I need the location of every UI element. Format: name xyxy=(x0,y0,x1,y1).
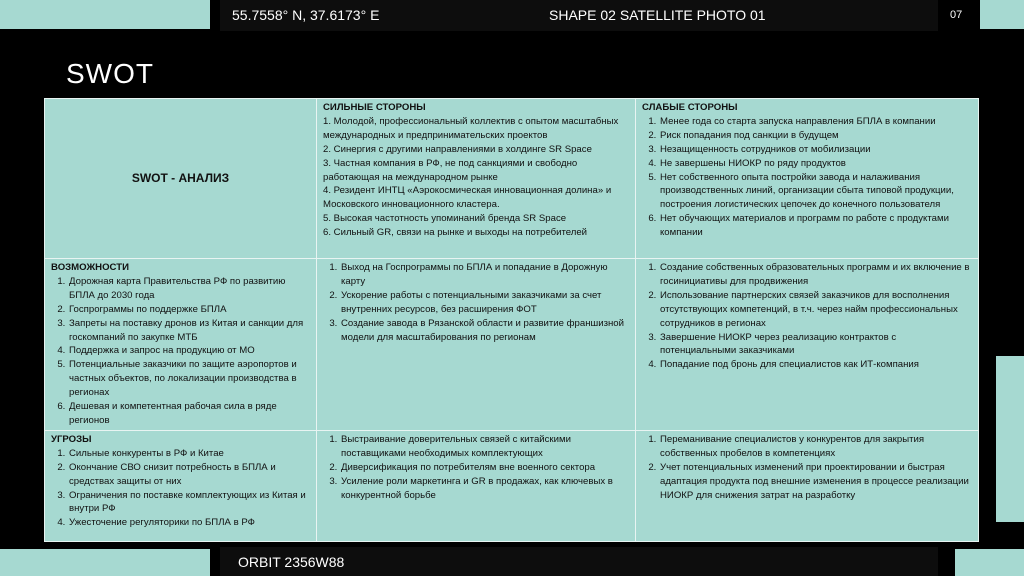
swot-corner-cell xyxy=(45,99,317,259)
list-item: 2. Использование партнерских связей заказчиков для восполнения отсутствующих компетенций, в т.ч. через найм профессиональных сотрудников в регионах xyxy=(659,289,972,331)
shape-label: SHAPE 02 SATELLITE PHOTO 01 xyxy=(549,7,766,23)
opportunities-list xyxy=(51,275,310,428)
slide-title: SWOT xyxy=(66,58,154,89)
list-item: 2. Учет потенциальных изменений при проектировании и быстрая адаптация продукта под внешние изменения в процессе реализации НИОКР для снижения затрат на разработку xyxy=(659,461,972,503)
list-item: 6. Нет обучающих материалов и программ по работе с продуктами компании xyxy=(659,212,972,240)
threats-cell xyxy=(45,430,317,541)
opportunities-heading: ВОЗМОЖНОСТИ xyxy=(51,262,129,273)
strengths-heading: СИЛЬНЫЕ СТОРОНЫ xyxy=(323,102,426,113)
list-item: 4. Попадание под бронь для специалистов как ИТ-компания xyxy=(659,358,972,372)
list-item: 1. Создание собственных образовательных программ и их включение в госинициативы для продвижения xyxy=(659,261,972,289)
weaknesses-list xyxy=(642,115,972,240)
list-item: 1. Выход на Госпрограммы по БПЛА и попадание в Дорожную карту xyxy=(340,261,629,289)
list-item: 5. Потенциальные заказчики по защите аэропортов и частных объектов, по локализации производства в регионах xyxy=(68,358,310,400)
deco-block-top-right xyxy=(980,0,1024,29)
wo-strategies-list xyxy=(642,261,972,372)
list-item: 3. Запреты на поставку дронов из Китая и санкции для госкомпаний по закупке МТБ xyxy=(68,317,310,345)
so-strategies-cell xyxy=(317,259,636,431)
list-item: 2. Диверсификация по потребителям вне военного сектора xyxy=(340,461,629,475)
list-item: 4. Ужесточение регуляторики по БПЛА в РФ xyxy=(68,516,310,530)
list-item: 2. Ускорение работы с потенциальными заказчиками за счет внутренних ресурсов, без расширения ФОТ xyxy=(340,289,629,317)
list-item: 2. Риск попадания под санкции в будущем xyxy=(659,129,972,143)
list-item: 1. Сильные конкуренты в РФ и Китае xyxy=(68,447,310,461)
swot-table xyxy=(44,98,979,542)
deco-block-bottom-right xyxy=(955,549,1024,576)
list-item: 3. Усиление роли маркетинга и GR в продажах, как ключевых в конкурентной борьбе xyxy=(340,475,629,503)
table-row xyxy=(45,99,979,259)
so-strategies-list xyxy=(323,261,629,344)
opportunities-cell xyxy=(45,259,317,431)
strengths-item: 1. Молодой, профессиональный коллектив с опытом масштабных международных и предпринимательских проектов xyxy=(323,115,619,141)
list-item: 2. Госпрограммы по поддержке БПЛА xyxy=(68,303,310,317)
table-row xyxy=(45,259,979,431)
bottom-bar xyxy=(220,547,938,576)
deco-block-top-left xyxy=(0,0,210,29)
strengths-item: 5. Высокая частотность упоминаний бренда SR Space xyxy=(323,213,567,225)
list-item: 2. Окончание СВО снизит потребность в БПЛА и средствах защиты от них xyxy=(68,461,310,489)
threats-heading: УГРОЗЫ xyxy=(51,433,92,445)
deco-block-bottom-left xyxy=(0,549,210,576)
strengths-item: 4. Резидент ИНТЦ «Аэрокосмическая инновационная долина» и Московского инновационного кластера. xyxy=(323,185,612,211)
list-item: 4. Не завершены НИОКР по ряду продуктов xyxy=(659,157,972,171)
list-item: 1. Выстраивание доверительных связей с китайскими поставщиками необходимых комплектующих xyxy=(340,433,629,461)
top-bar xyxy=(220,0,938,31)
strengths-cell xyxy=(317,99,636,259)
strengths-item: 3. Частная компания в РФ, не под санкциями и свободно работающая на международном рынке xyxy=(323,157,578,183)
st-strategies-list xyxy=(323,433,629,503)
page-number: 07 xyxy=(950,9,963,21)
weaknesses-cell xyxy=(636,99,979,259)
list-item: 5. Нет собственного опыта постройки завода и налаживания производственных линий, организации сбыта типовой продукции, построения логистических цепочек до конечного пользователя xyxy=(659,171,972,213)
orbit-label: ORBIT 2356W88 xyxy=(238,554,345,570)
list-item: 3. Завершение НИОКР через реализацию контрактов с потенциальными заказчиками xyxy=(659,331,972,359)
coordinates-label: 55.7558° N, 37.6173° E xyxy=(232,7,380,23)
list-item: 1. Дорожная карта Правительства РФ по развитию БПЛА до 2030 года xyxy=(68,275,310,303)
swot-corner-label: SWOT - АНАЛИЗ xyxy=(131,170,230,185)
strengths-item: 6. Сильный GR, связи на рынке и выходы на потребителей xyxy=(323,227,588,239)
st-strategies-cell xyxy=(317,430,636,541)
list-item: 1. Менее года со старта запуска направления БПЛА в компании xyxy=(659,115,972,129)
wo-strategies-cell xyxy=(636,259,979,431)
table-row xyxy=(45,430,979,541)
list-item: 3. Ограничения по поставке комплектующих из Китая и внутри РФ xyxy=(68,489,310,517)
list-item: 3. Создание завода в Рязанской области и развитие франшизной модели для масштабирования по регионам xyxy=(340,317,629,345)
list-item: 1. Переманивание специалистов у конкурентов для закрытия собственных пробелов в компетенциях xyxy=(659,433,972,461)
list-item: 6. Дешевая и компетентная рабочая сила в ряде регионов xyxy=(68,400,310,428)
deco-block-right-side xyxy=(996,356,1024,522)
threats-list xyxy=(51,447,310,530)
weaknesses-heading: СЛАБЫЕ СТОРОНЫ xyxy=(642,102,738,113)
strengths-item: 2. Синергия с другими направлениями в холдинге SR Space xyxy=(323,143,592,155)
list-item: 3. Незащищенность сотрудников от мобилизации xyxy=(659,143,972,157)
list-item: 4. Поддержка и запрос на продукцию от МО xyxy=(68,344,310,358)
wt-strategies-list xyxy=(642,433,972,503)
wt-strategies-cell xyxy=(636,430,979,541)
